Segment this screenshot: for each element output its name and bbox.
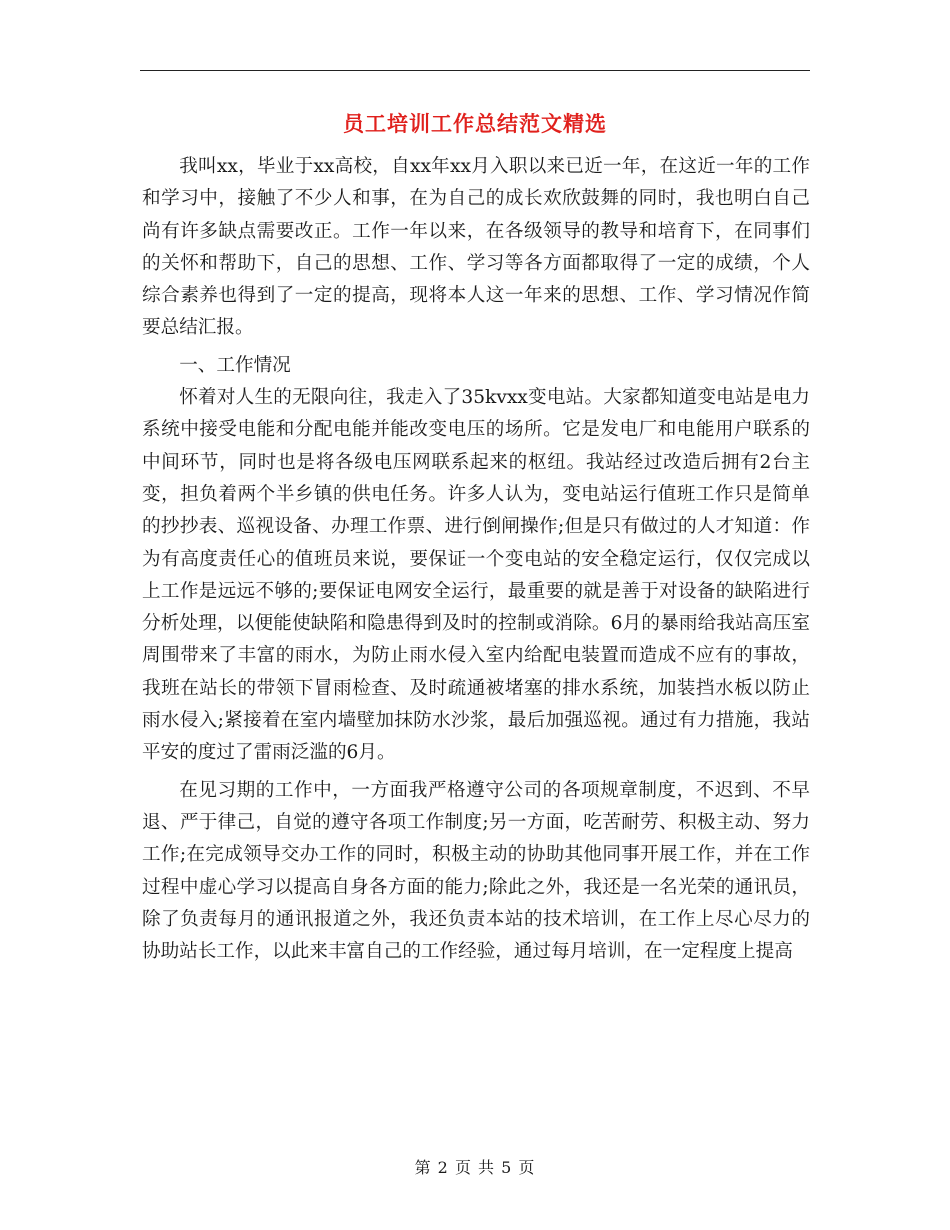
document-title: 员工培训工作总结范文精选 xyxy=(343,111,607,136)
paragraph-work: 怀着对人生的无限向往，我走入了35kvxx变电站。大家都知道变电站是电力系统中接受电能和分配电能并能改变电压的场所。它是发电厂和电能用户联系的中间环节，同时也是将各级电压网联系起来的枢纽。我站经过改造后拥有2台主变，担负着两个半乡镇的供电任务。许多人认为，变电站运行值班工作只是简单的抄抄表、巡视设备、办理工作票、进行倒闸操作;但是只有做过的人才知道：作为有高度责任心的值班员来说，要保证一个变电站的安全稳定运行，仅仅完成以上工作是远远不够的;要保证电网安全运行，最重要的就是善于对设备的缺陷进行分析处理，以便能使缺陷和隐患得到及时的控制或消除。6月的暴雨给我站高压室周围带来了丰富的雨水，为防止雨水侵入室内给配电装置而造成不应有的事故，我班在站长的带领下冒雨检查、及时疏通被堵塞的排水系统，加装挡水板以防止雨水侵入;紧接着在室内墙壁加抹防水沙浆，最后加强巡视。通过有力措施，我站平安的度过了雷雨泛滥的6月。 xyxy=(142,387,810,764)
header-rule xyxy=(140,70,810,71)
section-heading-work: 一、工作情况 xyxy=(179,354,291,376)
page-footer: 第 2 页 共 5 页 xyxy=(414,1158,536,1177)
paragraph-internship: 在见习期的工作中，一方面我严格遵守公司的各项规章制度，不迟到、不早退、严于律己，自觉的遵守各项工作制度;另一方面，吃苦耐劳、积极主动、努力工作;在完成领导交办工作的同时，积极主动的协助其他同事开展工作，并在工作过程中虚心学习以提高自身各方面的能力;除此之外，我还是一名光荣的通讯员，除了负责每月的通讯报道之外，我还负责本站的技术培训，在工作上尽心尽力的协助站长工作，以此来丰富自己的工作经验，通过每月培训，在一定程度上提高 xyxy=(142,779,810,963)
document-body xyxy=(142,151,810,968)
paragraph-intro: 我叫xx，毕业于xx高校，自xx年xx月入职以来已近一年，在这近一年的工作和学习中，接触了不少人和事，在为自己的成长欢欣鼓舞的同时，我也明白自己尚有许多缺点需要改正。工作一年以来，在各级领导的教导和培育下，在同事们的关怀和帮助下，自己的思想、工作、学习等各方面都取得了一定的成绩，个人综合素养也得到了一定的提高，现将本人这一年来的思想、工作、学习情况作简要总结汇报。 xyxy=(142,156,810,339)
